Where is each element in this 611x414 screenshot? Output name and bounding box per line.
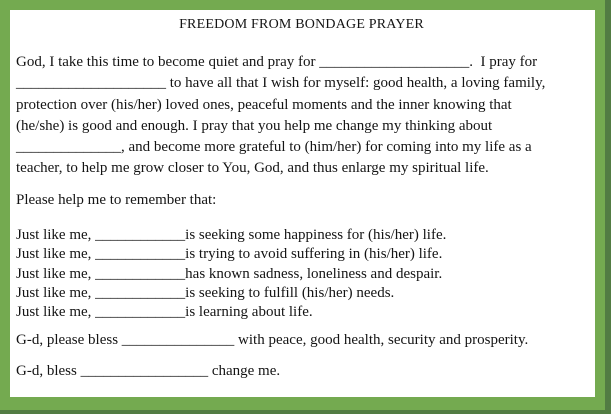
- prayer-title: FREEDOM FROM BONDAGE PRAYER: [179, 17, 424, 32]
- intro-line-6: teacher, to help me grow closer to You, God, and thus enlarge my spiritual life.: [16, 160, 489, 177]
- intro-line-2: ____________________ to have all that I wish for myself: good health, a loving family,: [16, 75, 546, 92]
- remember-list: [16, 226, 587, 323]
- remember-line-2: Just like me, ____________is trying to avoid suffering in (his/her) life.: [16, 246, 443, 263]
- remember-line-4: Just like me, ____________is seeking to fulfill (his/her) needs.: [16, 285, 395, 301]
- intro-line-3: protection over (his/her) loved ones, peaceful moments and the inner knowing that: [16, 96, 512, 113]
- remember-subheading: Please help me to remember that:: [16, 191, 217, 208]
- intro-line-1: God, I take this time to become quiet and pray for ____________________. I pray for: [16, 54, 538, 70]
- prayer-page: [10, 10, 595, 397]
- intro-paragraph: [16, 52, 587, 180]
- blessing-line-2: G-d, bless _________________ change me.: [16, 362, 281, 379]
- blessing-line-1: G-d, please bless _______________ with peace, good health, security and prosperity.: [16, 331, 529, 348]
- remember-line-1: Just like me, ____________is seeking some happiness for (his/her) life.: [16, 226, 447, 243]
- remember-line-3: Just like me, ____________has known sadness, loneliness and despair.: [16, 265, 443, 282]
- intro-line-5: ______________, and become more grateful to (him/her) for coming into my life as a: [16, 139, 532, 156]
- remember-line-5: Just like me, ____________is learning about life.: [16, 304, 313, 321]
- intro-line-4: (he/she) is good and enough. I pray that you help me change my thinking about: [16, 117, 493, 134]
